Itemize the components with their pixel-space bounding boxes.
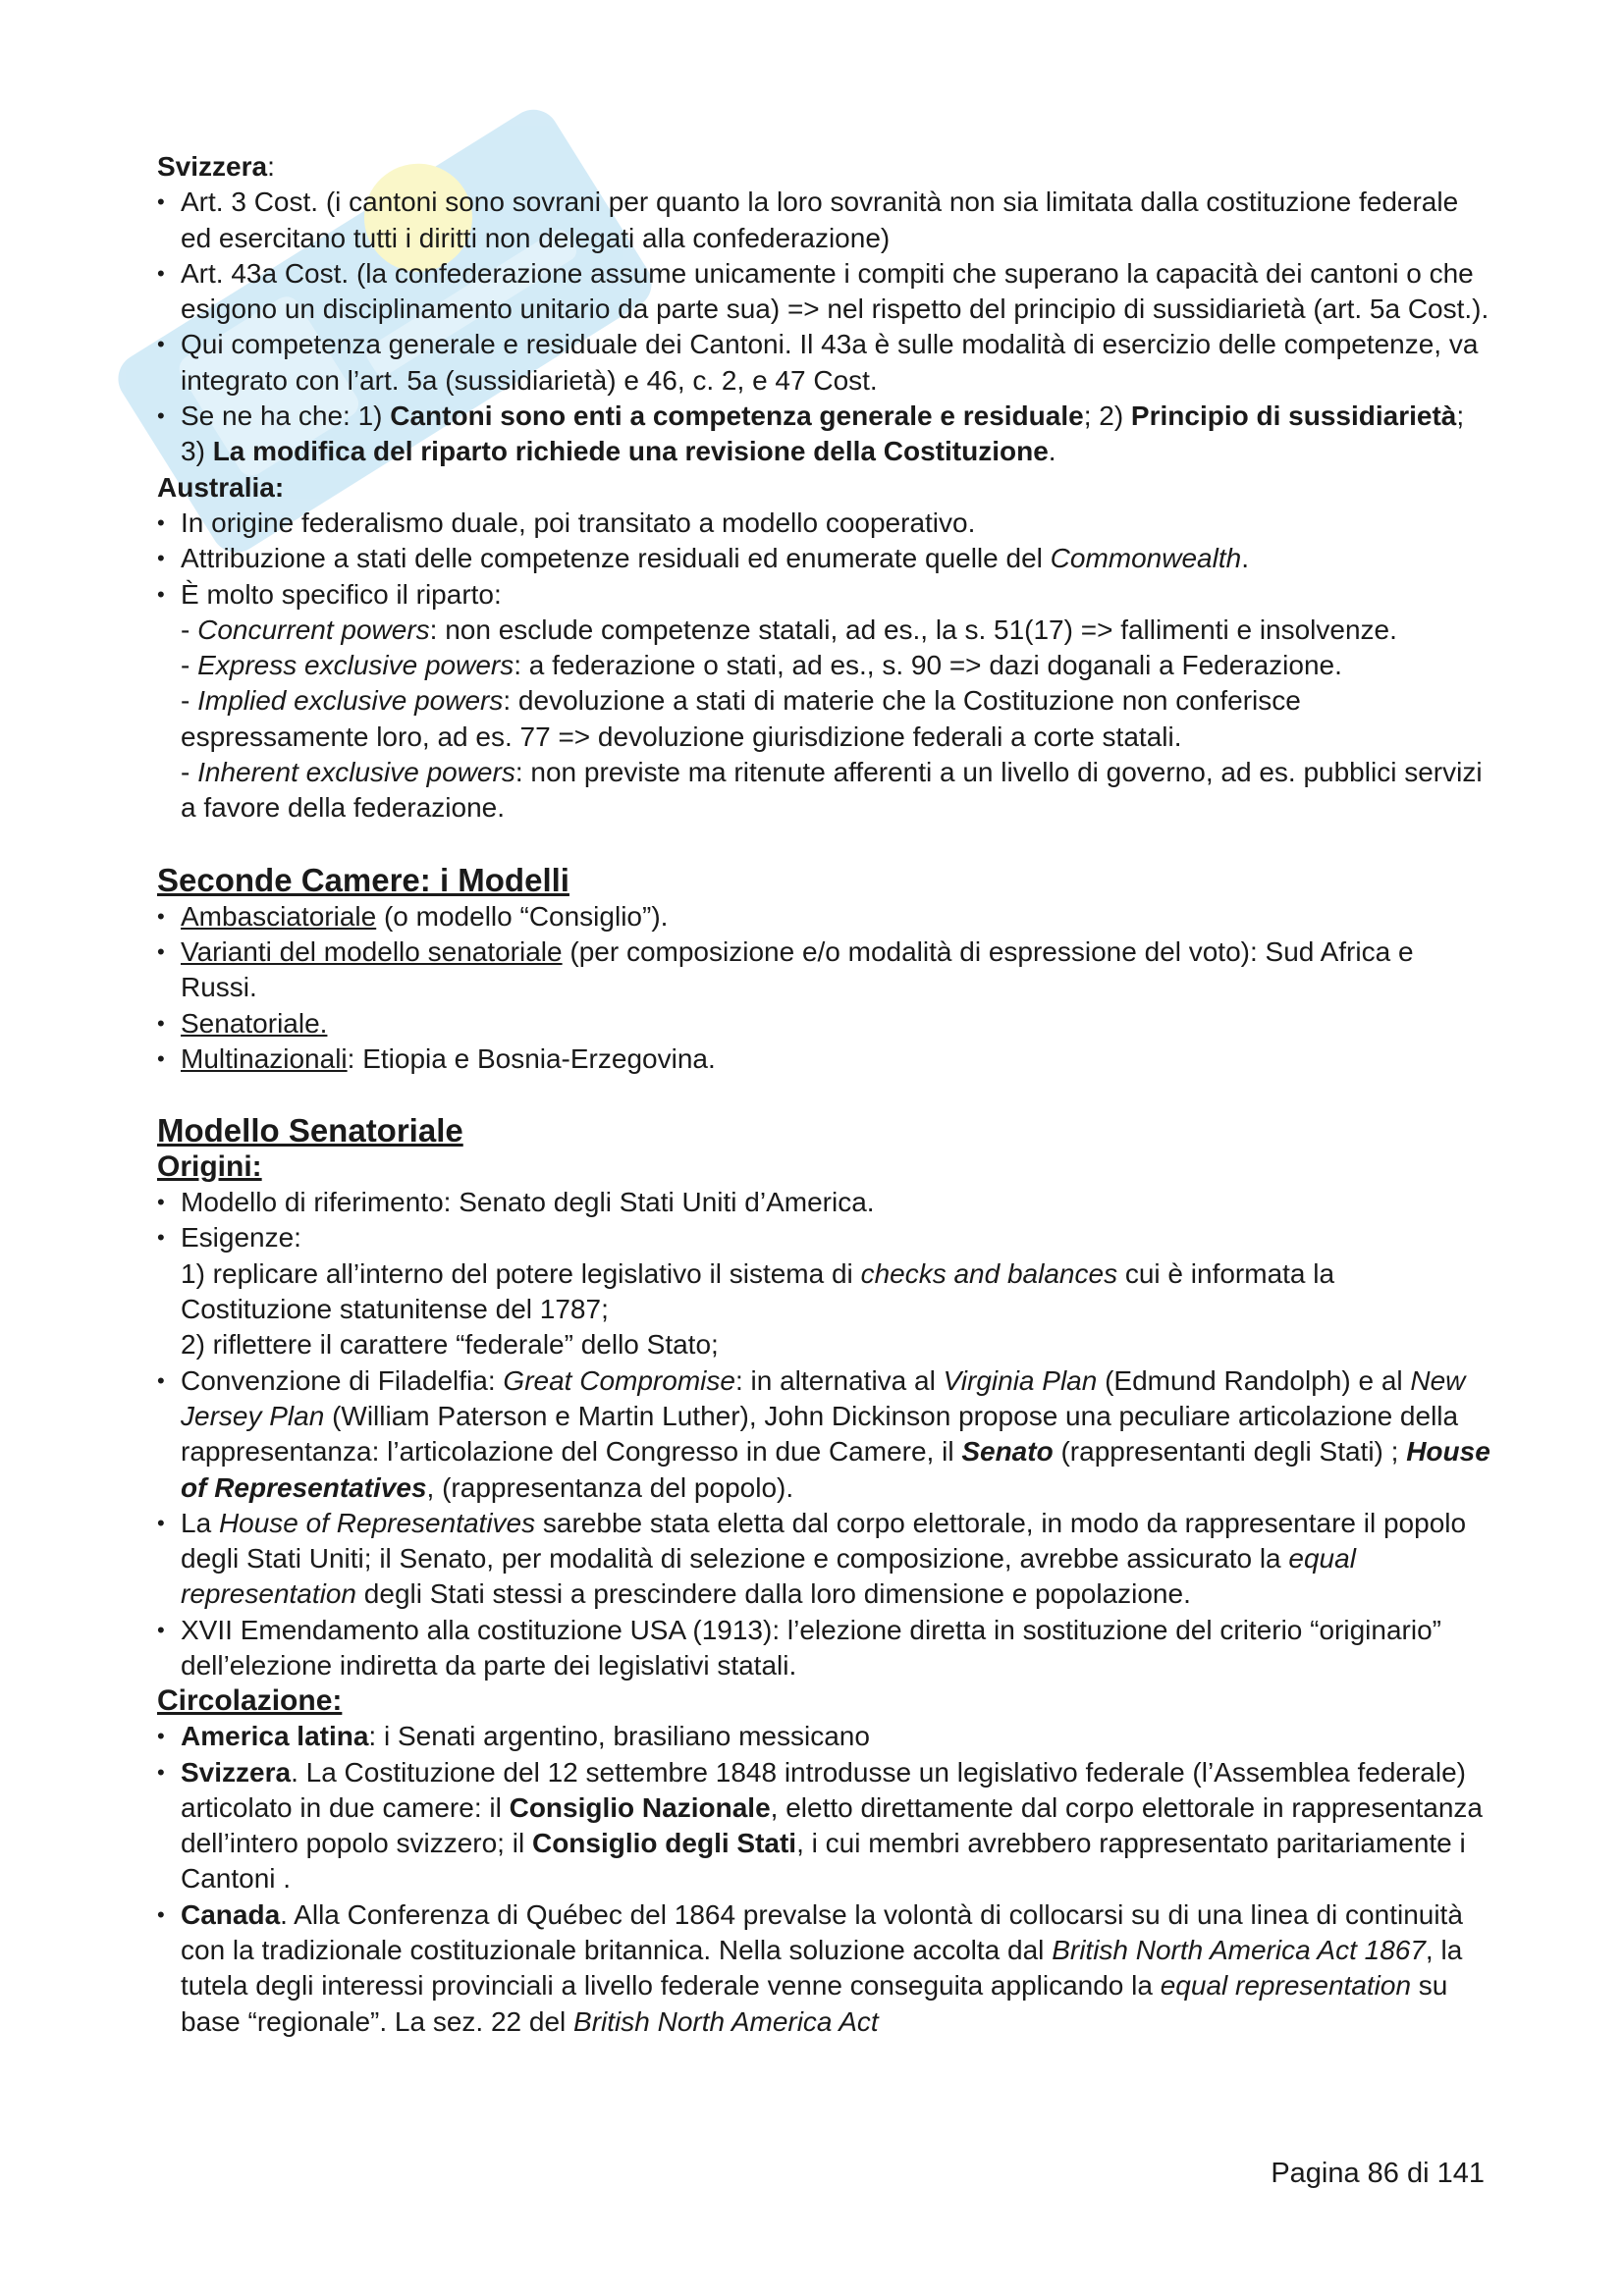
list-item: • Qui competenza generale e residuale dei Cantoni. Il 43a è sulle modalità di esercizio delle competenze, va integrato con l’art. 5a (sussidiarietà) e 46, c. 2, e 47 Cost.: [157, 327, 1492, 399]
list-item: • Senatoriale.: [157, 1006, 1492, 1041]
subsection-title-circolazione: Circolazione:: [157, 1684, 343, 1718]
subsection-title-origini: Origini:: [157, 1150, 262, 1184]
list-item: • Canada. Alla Conferenza di Québec del 1864 prevalse la volontà di collocarsi su di una linea di continuità con la tradizionale costituzionale britannica. Nella soluzione accolta dal British North America Act 1867, la tutela degli interessi provinciali a livello federale venne conseguita applicando la equal representation su base “regionale”. La sez. 22 del British North America Act: [157, 1897, 1492, 2040]
power-entry: - Inherent exclusive powers: non previste ma ritenute afferenti a un livello di governo, ad es. pubblici servizi a favore della federazione.: [181, 757, 1483, 824]
power-entry: - Concurrent powers: non esclude competenze statali, ad es., la s. 51(17) => fallimenti e insolvenze.: [181, 614, 1397, 645]
list-item: • XVII Emendamento alla costituzione USA (1913): l’elezione diretta in sostituzione del criterio “originario” dell’elezione indiretta da parte dei legislativi statali.: [157, 1613, 1492, 1684]
list-item: • È molto specifico il riparto: - Concurrent powers: non esclude competenze statali, ad es., la s. 51(17) => fallimenti e insolvenze. - Express exclusive powers: a federazione o stati, ad es., s. 90 => dazi doganali a Federazione. - Implied exclusive powers: devoluzione a stati di materie che la Costituzione non conferisce espressamente loro, ad es. 77 => devoluzione giurisdizione federali a corte statali. - Inherent exclusive powers: non previste ma ritenute afferenti a un livello di governo, ad es. pubblici servizi a favore della federazione.: [157, 577, 1492, 827]
australia-heading: Australia:: [157, 471, 285, 503]
page-content: [157, 149, 1492, 2040]
section-svizzera: [157, 149, 1492, 470]
seconde-list: [157, 899, 1492, 1077]
list-item: • Svizzera. La Costituzione del 12 settembre 1848 introdusse un legislativo federale (l’Assemblea federale) articolato in due camere: il Consiglio Nazionale, eletto direttamente dal corpo elettorale in rappresentanza dell’intero popolo svizzero; il Consiglio degli Stati, i cui membri avrebbero rappresentato paritariamente i Cantoni .: [157, 1755, 1492, 1897]
svizzera-list: [157, 185, 1492, 469]
list-item: • America latina: i Senati argentino, brasiliano messicano: [157, 1719, 1492, 1754]
list-item: • Art. 3 Cost. (i cantoni sono sovrani per quanto la loro sovranità non sia limitata dalla costituzione federale ed esercitano tutti i diritti non delegati alla confederazione): [157, 185, 1492, 256]
list-item: • In origine federalismo duale, poi transitato a modello cooperativo.: [157, 506, 1492, 541]
power-entry: - Implied exclusive powers: devoluzione a stati di materie che la Costituzione non conferisce espressamente loro, ad es. 77 => devoluzione giurisdizione federali a corte statali.: [181, 685, 1301, 752]
section-seconde-camere: [157, 862, 1492, 1077]
list-item: • Ambasciatoriale (o modello “Consiglio”).: [157, 899, 1492, 934]
section-modello-senatoriale: [157, 1112, 1492, 2040]
section-australia: [157, 470, 1492, 827]
list-item: • Multinazionali: Etiopia e Bosnia-Erzegovina.: [157, 1041, 1492, 1077]
origini-list: [157, 1185, 1492, 1683]
list-item: • Se ne ha che: 1) Cantoni sono enti a competenza generale e residuale; 2) Principio di sussidiarietà; 3) La modifica del riparto richiede una revisione della Costituzione.: [157, 399, 1492, 470]
list-item: • La House of Representatives sarebbe stata eletta dal corpo elettorale, in modo da rappresentare il popolo degli Stati Uniti; il Senato, per modalità di selezione e composizione, avrebbe assicurato la equal representation degli Stati stessi a prescindere dalla loro dimensione e popolazione.: [157, 1506, 1492, 1613]
list-item: • Esigenze: 1) replicare all’interno del potere legislativo il sistema di checks and balances cui è informata la Costituzione statunitense del 1787; 2) riflettere il carattere “federale” dello Stato;: [157, 1220, 1492, 1362]
list-item: • Convenzione di Filadelfia: Great Compromise: in alternativa al Virginia Plan (Edmund Randolph) e al New Jersey Plan (William Paterson e Martin Luther), John Dickinson propose una peculiare articolazione della rappresentanza: l’articolazione del Congresso in due Camere, il Senato (rappresentanti degli Stati) ; House of Representatives, (rappresentanza del popolo).: [157, 1363, 1492, 1506]
svizzera-heading: Svizzera:: [157, 151, 275, 182]
esigenza-entry: 2) riflettere il carattere “federale” dello Stato;: [181, 1329, 719, 1361]
list-item: • Attribuzione a stati delle competenze residuali ed enumerate quelle del Commonwealth.: [157, 541, 1492, 576]
section-title: Seconde Camere: i Modelli: [157, 861, 569, 898]
power-entry: - Express exclusive powers: a federazione o stati, ad es., s. 90 => dazi doganali a Federazione.: [181, 650, 1342, 681]
australia-list: [157, 506, 1492, 827]
circolazione-list: [157, 1719, 1492, 2040]
list-item: • Modello di riferimento: Senato degli Stati Uniti d’America.: [157, 1185, 1492, 1220]
section-title: Modello Senatoriale: [157, 1112, 463, 1149]
list-item: • Varianti del modello senatoriale (per composizione e/o modalità di espressione del voto): Sud Africa e Russi.: [157, 934, 1492, 1006]
esigenza-entry: 1) replicare all’interno del potere legislativo il sistema di checks and balances cui è informata la Costituzione statunitense del 1787;: [181, 1257, 1335, 1325]
page-number: Pagina 86 di 141: [1271, 2158, 1485, 2189]
list-item: • Art. 43a Cost. (la confederazione assume unicamente i compiti che superano la capacità dei cantoni o che esigono un disciplinamento unitario da parte sua) => nel rispetto del principio di sussidiarietà (art. 5a Cost.).: [157, 256, 1492, 328]
